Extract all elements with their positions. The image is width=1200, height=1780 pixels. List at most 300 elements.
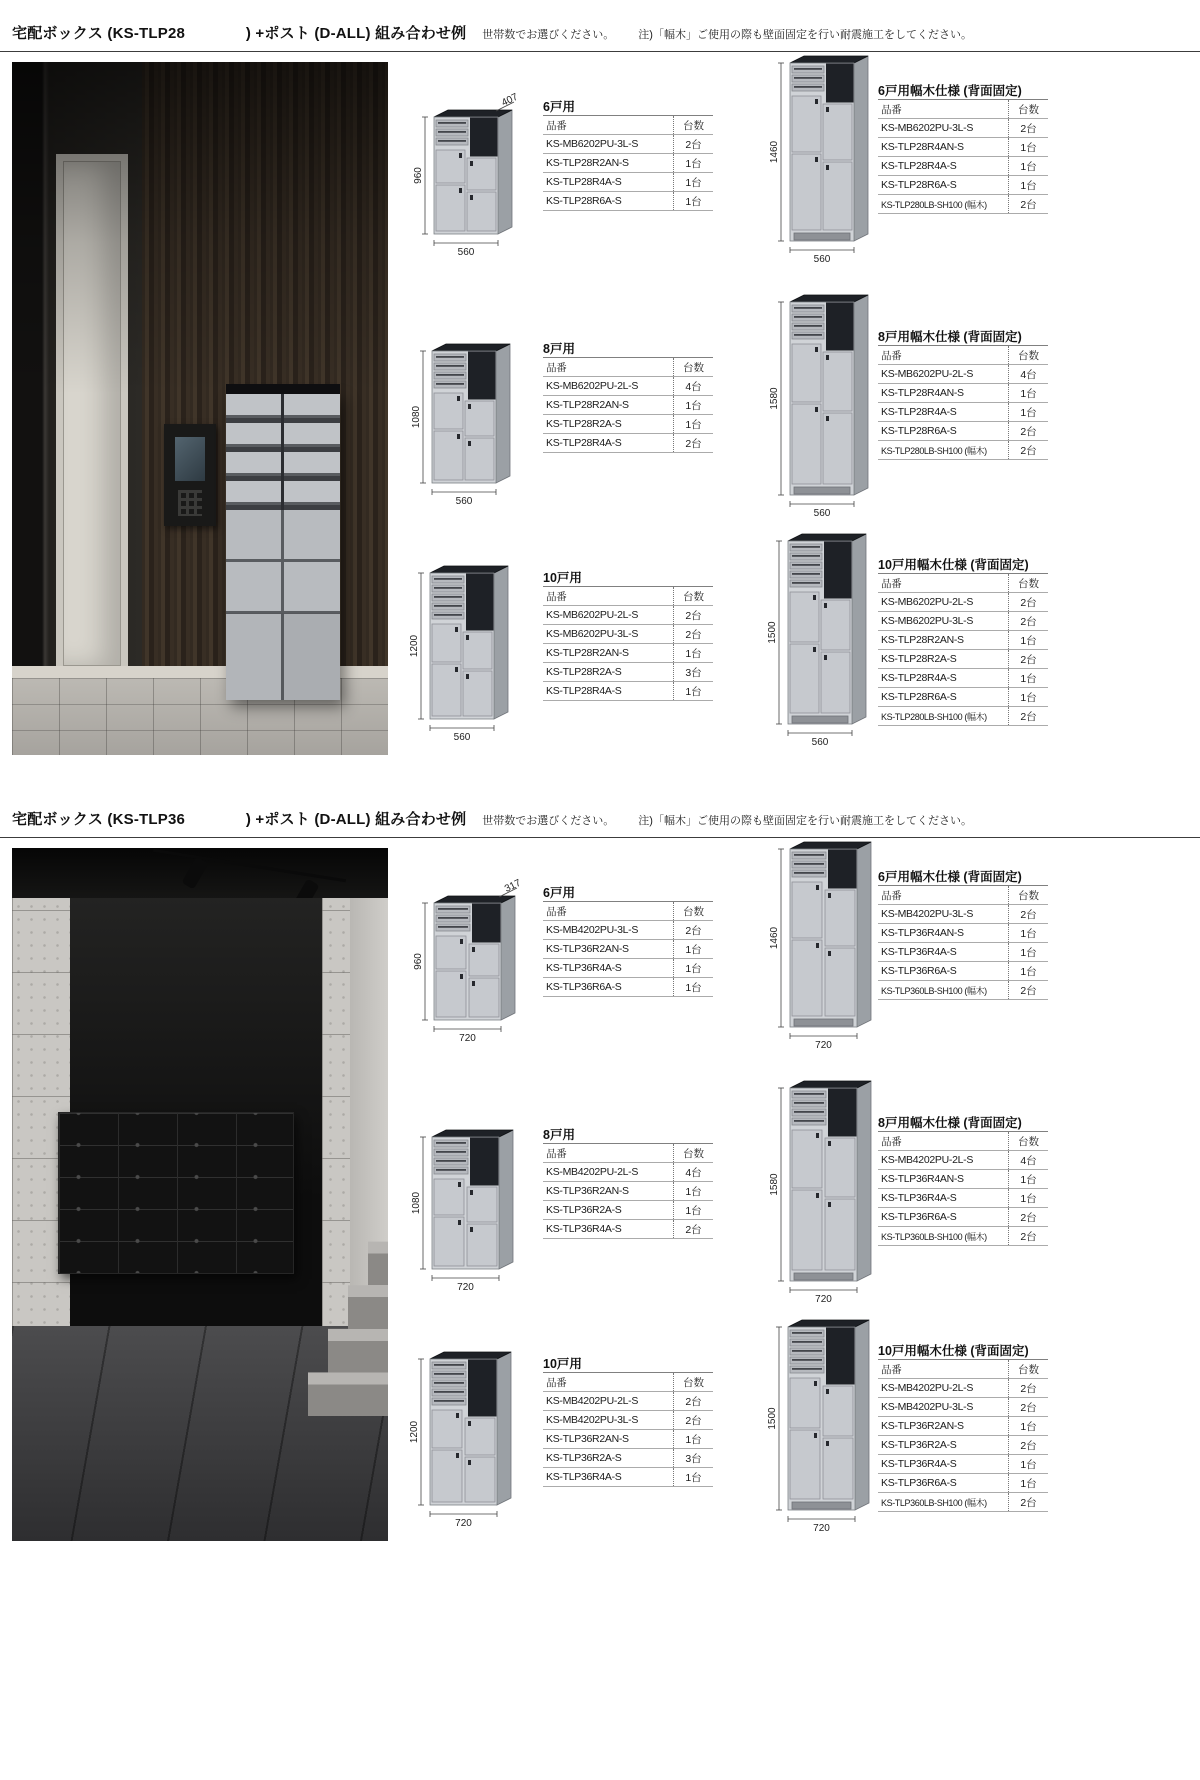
table-row [543,1449,713,1468]
config-title: 6戸用幅木仕様 (背面固定) [878,84,1022,98]
col-header-part: 品番 [881,349,902,362]
part-number-cell: KS-TLP28R4A-S [881,406,957,418]
table-row [543,663,713,682]
part-number-cell: KS-TLP28R2AN-S [546,647,629,659]
part-number-cell: KS-TLP28R4A-S [546,176,622,188]
table-row [878,962,1048,981]
table-row [543,959,713,978]
config-title: 10戸用幅木仕様 (背面固定) [878,1344,1029,1358]
quantity-cell: 2台 [673,606,713,624]
unit-diagram-wrap [406,556,518,745]
table-row [878,1455,1048,1474]
col-header-qty: 台数 [673,902,713,920]
part-number-cell: KS-MB6202PU-2L-S [881,368,974,380]
quantity-cell: 1台 [673,1201,713,1219]
table-row [543,940,713,959]
quantity-cell: 2台 [1008,612,1048,630]
table-row [543,173,713,192]
col-header-part: 品番 [546,1376,567,1389]
quantity-cell: 2台 [1008,1379,1048,1397]
unit-diagram-wrap [408,334,520,509]
unit-diagram [410,876,547,1046]
table-header-row [878,100,1048,119]
col-header-qty: 台数 [673,1373,713,1391]
quantity-cell: 1台 [1008,631,1048,649]
table-row [878,1170,1048,1189]
col-header-qty: 台数 [673,587,713,605]
col-header-part: 品番 [881,577,902,590]
part-number-cell: KS-TLP36R4A-S [881,946,957,958]
unit-diagram [766,1071,881,1307]
table-row [878,1227,1048,1246]
part-number-cell: KS-TLP36R2AN-S [546,1433,629,1445]
width-dim-label: 560 [455,496,473,507]
table-row [543,1411,713,1430]
table-row [543,154,713,173]
config-title: 8戸用幅木仕様 (背面固定) [878,1116,1022,1130]
section-tlp36 [0,786,1200,1780]
col-header-qty: 台数 [1008,1360,1048,1378]
part-number-cell: KS-MB6202PU-2L-S [546,380,639,392]
quantity-cell: 2台 [673,921,713,939]
unit-diagram-wrap [766,46,878,267]
spec-table [878,345,1048,460]
table-row [878,176,1048,195]
quantity-cell: 1台 [1008,138,1048,156]
width-dim-label: 720 [455,1518,472,1529]
config-title: 8戸用 [543,342,575,356]
spec-table [543,115,713,211]
depth-dim-label: 407 [499,91,520,109]
table-row [878,1493,1048,1512]
part-number-cell: KS-TLP28R4AN-S [881,141,964,153]
table-row [543,415,713,434]
part-number-cell: KS-MB6202PU-3L-S [881,615,974,627]
spec-table [543,901,713,997]
unit-diagram [764,524,876,750]
table-row [878,631,1048,650]
unit-diagram [766,46,878,267]
quantity-cell: 1台 [673,682,713,700]
spec-table [543,586,713,701]
quantity-cell: 2台 [1008,1227,1048,1245]
part-number-cell: KS-TLP36R2AN-S [546,943,629,955]
part-number-cell: KS-TLP28R4A-S [546,437,622,449]
quantity-cell: 1台 [1008,924,1048,942]
unit-diagram-wrap [406,1342,521,1531]
unit-diagram-wrap [410,90,544,260]
table-row [878,1189,1048,1208]
part-number-cell: KS-TLP28R4A-S [546,685,622,697]
table-row [878,688,1048,707]
part-number-cell: KS-MB4202PU-3L-S [546,924,639,936]
section-title: 宅配ボックス (KS-TLP28 ) +ポスト (D-ALL) 組み合わせ例 [12,25,467,42]
section-subtitle: 世帯数でお選びください。 [482,815,615,827]
quantity-cell: 1台 [673,192,713,210]
table-header-row [878,346,1048,365]
table-header-row [543,358,713,377]
width-dim-label: 560 [813,254,831,265]
quantity-cell: 2台 [1008,195,1048,213]
part-number-cell: KS-TLP28R2A-S [546,418,622,430]
quantity-cell: 2台 [673,1220,713,1238]
col-header-part: 品番 [881,889,902,902]
part-number-cell: KS-MB4202PU-2L-S [546,1166,639,1178]
config-title: 6戸用 [543,886,575,900]
part-number-cell: KS-TLP36R6A-S [546,981,622,993]
section-title: 宅配ボックス (KS-TLP36 ) +ポスト (D-ALL) 組み合わせ例 [12,811,467,828]
width-dim-label: 560 [813,508,831,519]
spec-table [878,1131,1048,1246]
quantity-cell: 1台 [1008,384,1048,402]
quantity-cell: 2台 [1008,707,1048,725]
quantity-cell: 2台 [673,625,713,643]
quantity-cell: 1台 [1008,962,1048,980]
col-header-part: 品番 [881,1135,902,1148]
unit-diagram-wrap [766,1071,881,1307]
table-row [543,377,713,396]
quantity-cell: 1台 [673,154,713,172]
table-row [878,403,1048,422]
table-row [543,644,713,663]
table-row [878,1436,1048,1455]
part-number-cell: KS-TLP36R4A-S [546,962,622,974]
part-number-cell: KS-TLP36R2AN-S [546,1185,629,1197]
quantity-cell: 1台 [673,940,713,958]
table-row [878,981,1048,1000]
part-number-cell: KS-TLP36R2A-S [546,1452,622,1464]
quantity-cell: 2台 [1008,905,1048,923]
part-number-cell: KS-TLP28R2A-S [881,653,957,665]
height-dim-label: 1580 [769,387,780,410]
table-row [543,192,713,211]
unit-diagram-wrap [764,1310,879,1536]
quantity-cell: 1台 [673,1182,713,1200]
table-header-row [878,886,1048,905]
part-number-cell: KS-TLP36R2AN-S [881,1420,964,1432]
part-number-cell: KS-MB4202PU-3L-S [881,908,974,920]
width-dim-label: 720 [813,1523,830,1534]
part-number-cell: KS-TLP36R4A-S [546,1471,622,1483]
col-header-part: 品番 [881,103,902,116]
height-dim-label: 1200 [409,1420,420,1444]
width-dim-label: 560 [811,737,829,748]
part-number-cell: KS-TLP28R2AN-S [546,157,629,169]
part-number-cell: KS-MB4202PU-2L-S [881,1154,974,1166]
part-number-cell: KS-TLP28R6A-S [881,691,957,703]
unit-diagram [406,556,518,745]
height-dim-label: 1080 [411,405,422,429]
quantity-cell: 2台 [1008,422,1048,440]
table-row [543,921,713,940]
table-row [878,384,1048,403]
part-number-cell: KS-TLP36R4A-S [881,1192,957,1204]
table-row [878,707,1048,726]
part-number-cell: KS-MB4202PU-2L-S [881,1382,974,1394]
unit-diagram-wrap [766,285,878,521]
col-header-qty: 台数 [1008,100,1048,118]
part-number-cell: KS-TLP36R2A-S [546,1204,622,1216]
section-subtitle: 世帯数でお選びください。 [482,29,615,41]
config-title: 10戸用 [543,1357,582,1371]
quantity-cell: 1台 [673,1430,713,1448]
part-number-cell: KS-TLP36R6A-S [881,965,957,977]
part-number-cell: KS-MB6202PU-3L-S [881,122,974,134]
config-title: 10戸用幅木仕様 (背面固定) [878,558,1029,572]
table-row [543,1220,713,1239]
unit-diagram [766,285,878,521]
config-title: 8戸用 [543,1128,575,1142]
table-header-row [543,116,713,135]
table-row [878,138,1048,157]
table-row [878,441,1048,460]
col-header-qty: 台数 [1008,886,1048,904]
col-header-qty: 台数 [1008,1132,1048,1150]
quantity-cell: 2台 [1008,441,1048,459]
config-title: 6戸用幅木仕様 (背面固定) [878,870,1022,884]
table-row [543,1392,713,1411]
depth-dim-label: 317 [502,877,523,895]
height-dim-label: 960 [413,953,424,970]
table-row [543,135,713,154]
config-area-tlp28 [0,0,1200,786]
part-number-cell: KS-TLP36R4A-S [546,1223,622,1235]
table-row [878,1417,1048,1436]
quantity-cell: 1台 [1008,1455,1048,1473]
table-row [878,1379,1048,1398]
quantity-cell: 2台 [1008,650,1048,668]
spec-table [543,1143,713,1239]
height-dim-label: 1500 [767,621,778,644]
col-header-qty: 台数 [673,1144,713,1162]
unit-diagram-wrap [766,832,881,1053]
table-row [878,195,1048,214]
col-header-qty: 台数 [673,116,713,134]
quantity-cell: 1台 [1008,688,1048,706]
spec-table [543,357,713,453]
table-row [878,593,1048,612]
part-number-cell: KS-TLP360LB-SH100 (幅木) [881,1497,987,1508]
quantity-cell: 1台 [1008,1474,1048,1492]
config-title: 6戸用 [543,100,575,114]
quantity-cell: 2台 [1008,1493,1048,1511]
col-header-part: 品番 [546,905,567,918]
spec-table [878,99,1048,214]
table-row [878,422,1048,441]
table-row [878,924,1048,943]
quantity-cell: 1台 [673,396,713,414]
table-row [543,625,713,644]
section-note: 注)「幅木」ご使用の際も壁面固定を行い耐震施工をしてください。 [638,29,972,41]
width-dim-label: 560 [457,247,475,258]
unit-diagram-wrap [408,1120,523,1295]
width-dim-label: 560 [453,732,471,743]
part-number-cell: KS-TLP28R6A-S [546,195,622,207]
quantity-cell: 1台 [673,1468,713,1486]
width-dim-label: 720 [815,1040,832,1051]
table-header-row [543,1373,713,1392]
part-number-cell: KS-TLP28R6A-S [881,425,957,437]
unit-diagram [766,832,881,1053]
height-dim-label: 1200 [409,634,420,658]
unit-diagram [410,90,544,260]
part-number-cell: KS-MB4202PU-2L-S [546,1395,639,1407]
quantity-cell: 1台 [673,173,713,191]
unit-diagram [406,1342,521,1531]
table-row [878,669,1048,688]
height-dim-label: 1500 [767,1407,778,1430]
width-dim-label: 720 [815,1294,832,1305]
table-row [878,365,1048,384]
table-row [878,612,1048,631]
table-row [878,905,1048,924]
config-title: 10戸用 [543,571,582,585]
quantity-cell: 2台 [673,434,713,452]
quantity-cell: 1台 [1008,1170,1048,1188]
table-row [543,1468,713,1487]
quantity-cell: 1台 [673,978,713,996]
height-dim-label: 1580 [769,1173,780,1196]
part-number-cell: KS-TLP28R4A-S [881,672,957,684]
quantity-cell: 1台 [673,644,713,662]
part-number-cell: KS-TLP28R4A-S [881,160,957,172]
part-number-cell: KS-TLP360LB-SH100 (幅木) [881,985,987,996]
spec-table [543,1372,713,1487]
table-row [543,1201,713,1220]
part-number-cell: KS-TLP36R4AN-S [881,927,964,939]
quantity-cell: 2台 [673,135,713,153]
table-row [543,606,713,625]
section-tlp28 [0,0,1200,786]
quantity-cell: 4台 [673,1163,713,1181]
quantity-cell: 1台 [673,415,713,433]
quantity-cell: 2台 [1008,981,1048,999]
part-number-cell: KS-MB4202PU-3L-S [881,1401,974,1413]
table-row [543,434,713,453]
quantity-cell: 2台 [673,1392,713,1410]
quantity-cell: 4台 [673,377,713,395]
section-note: 注)「幅木」ご使用の際も壁面固定を行い耐震施工をしてください。 [638,815,972,827]
quantity-cell: 2台 [673,1411,713,1429]
quantity-cell: 4台 [1008,365,1048,383]
col-header-part: 品番 [546,119,567,132]
part-number-cell: KS-TLP280LB-SH100 (幅木) [881,199,987,210]
width-dim-label: 720 [457,1282,474,1293]
quantity-cell: 2台 [1008,1398,1048,1416]
quantity-cell: 1台 [1008,943,1048,961]
unit-diagram [408,334,520,509]
table-row [543,1182,713,1201]
part-number-cell: KS-TLP36R2A-S [881,1439,957,1451]
quantity-cell: 1台 [673,959,713,977]
table-row [878,1208,1048,1227]
table-row [543,682,713,701]
quantity-cell: 2台 [1008,1208,1048,1226]
quantity-cell: 1台 [1008,176,1048,194]
part-number-cell: KS-TLP28R2A-S [546,666,622,678]
table-header-row [878,1360,1048,1379]
quantity-cell: 1台 [1008,1189,1048,1207]
height-dim-label: 960 [413,167,424,184]
quantity-cell: 2台 [1008,119,1048,137]
unit-diagram [764,1310,879,1536]
part-number-cell: KS-TLP36R6A-S [881,1211,957,1223]
table-header-row [543,587,713,606]
config-area-tlp36 [0,786,1200,1780]
table-header-row [543,1144,713,1163]
table-row [878,1474,1048,1493]
table-row [878,943,1048,962]
table-row [878,157,1048,176]
col-header-part: 品番 [881,1363,902,1376]
col-header-qty: 台数 [1008,574,1048,592]
quantity-cell: 3台 [673,1449,713,1467]
part-number-cell: KS-MB4202PU-3L-S [546,1414,639,1426]
part-number-cell: KS-TLP36R4A-S [881,1458,957,1470]
config-title: 8戸用幅木仕様 (背面固定) [878,330,1022,344]
spec-table [878,573,1048,726]
table-header-row [878,1132,1048,1151]
width-dim-label: 720 [459,1033,476,1044]
part-number-cell: KS-TLP280LB-SH100 (幅木) [881,711,987,722]
part-number-cell: KS-MB6202PU-2L-S [546,609,639,621]
spec-table [878,885,1048,1000]
table-header-row [543,902,713,921]
table-header-row [878,574,1048,593]
height-dim-label: 1460 [769,926,780,950]
unit-diagram [408,1120,523,1295]
quantity-cell: 1台 [1008,157,1048,175]
col-header-part: 品番 [546,361,567,374]
col-header-qty: 台数 [1008,346,1048,364]
height-dim-label: 1080 [411,1191,422,1215]
table-row [878,650,1048,669]
part-number-cell: KS-MB6202PU-3L-S [546,138,639,150]
table-row [878,1151,1048,1170]
table-row [878,119,1048,138]
table-row [543,396,713,415]
part-number-cell: KS-MB6202PU-3L-S [546,628,639,640]
unit-diagram-wrap [764,524,876,750]
part-number-cell: KS-TLP360LB-SH100 (幅木) [881,1231,987,1242]
table-row [878,1398,1048,1417]
part-number-cell: KS-MB6202PU-2L-S [881,596,974,608]
quantity-cell: 2台 [1008,593,1048,611]
part-number-cell: KS-TLP36R4AN-S [881,1173,964,1185]
part-number-cell: KS-TLP280LB-SH100 (幅木) [881,445,987,456]
quantity-cell: 3台 [673,663,713,681]
quantity-cell: 1台 [1008,403,1048,421]
col-header-part: 品番 [546,1147,567,1160]
col-header-part: 品番 [546,590,567,603]
part-number-cell: KS-TLP28R6A-S [881,179,957,191]
part-number-cell: KS-TLP28R2AN-S [881,634,964,646]
table-row [543,1430,713,1449]
unit-diagram-wrap [410,876,547,1046]
col-header-qty: 台数 [673,358,713,376]
quantity-cell: 4台 [1008,1151,1048,1169]
quantity-cell: 1台 [1008,669,1048,687]
quantity-cell: 1台 [1008,1417,1048,1435]
part-number-cell: KS-TLP28R2AN-S [546,399,629,411]
spec-table [878,1359,1048,1512]
height-dim-label: 1460 [769,140,780,164]
part-number-cell: KS-TLP36R6A-S [881,1477,957,1489]
table-row [543,978,713,997]
quantity-cell: 2台 [1008,1436,1048,1454]
part-number-cell: KS-TLP28R4AN-S [881,387,964,399]
table-row [543,1163,713,1182]
